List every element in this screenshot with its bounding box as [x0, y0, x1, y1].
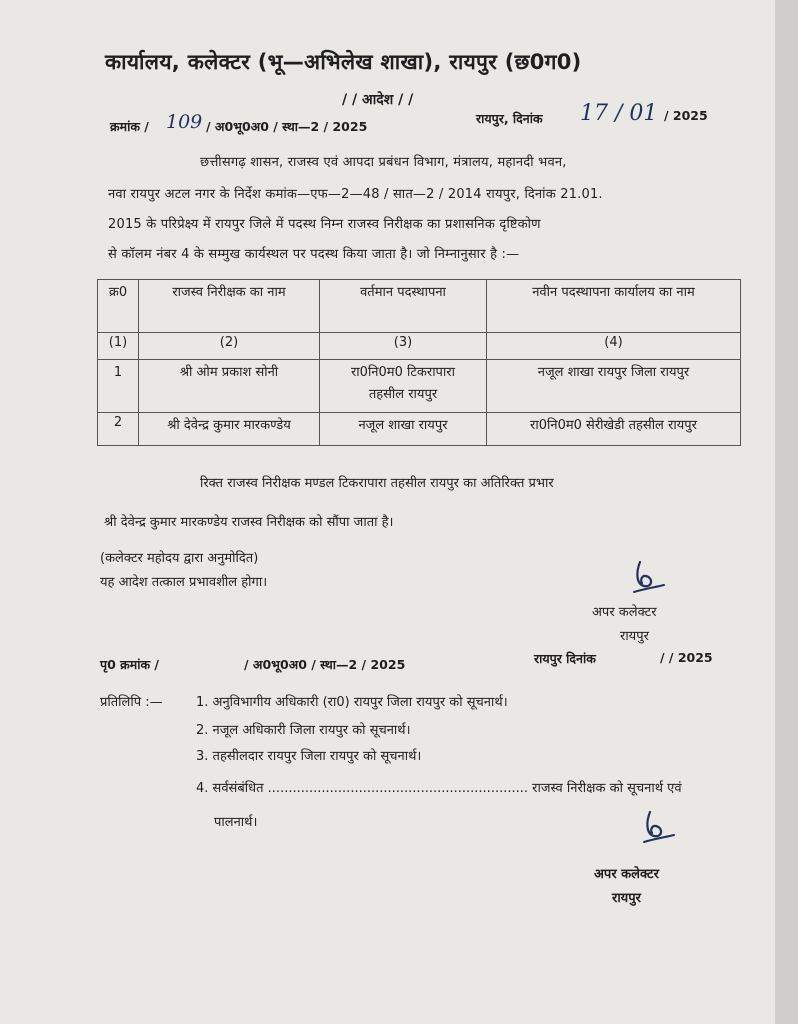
- cell-name: श्री ओम प्रकाश सोनी: [139, 360, 320, 413]
- copy-item-2: 2. नजूल अधिकारी जिला रायपुर को सूचनार्थ।: [196, 723, 411, 738]
- endorsement-date-prefix: रायपुर दिनांक: [534, 651, 596, 666]
- kramank-handwritten-number: 109: [166, 111, 203, 133]
- cell-name: श्री देवेन्द्र कुमार मारकण्डेय: [139, 413, 320, 446]
- copy-item-1: 1. अनुविभागीय अधिकारी (रा0) रायपुर जिला रायपुर को सूचनार्थ।: [196, 695, 508, 710]
- colnum-1: (1): [98, 333, 139, 360]
- body-line-1: छत्तीसगढ़ शासन, राजस्व एवं आपदा प्रबंधन विभाग, मंत्रालय, महानदी भवन,: [200, 155, 567, 170]
- signature-2-place: रायपुर: [612, 891, 641, 906]
- colnum-3: (3): [320, 333, 487, 360]
- document-title: कार्यालय, कलेक्टर (भू—अभिलेख शाखा), रायपुर (छ0ग0): [105, 50, 582, 74]
- cell-current: नजूल शाखा रायपुर: [320, 413, 487, 446]
- cell-new: नजूल शाखा रायपुर जिला रायपुर: [487, 360, 741, 413]
- copy-item-4-continued: पालनार्थ।: [214, 815, 258, 830]
- kramank-suffix: / अ0भू0अ0 / स्था—2 / 2025: [206, 119, 368, 134]
- table-row: [98, 360, 741, 413]
- signature-scribble-icon: [640, 808, 676, 844]
- signature-1-designation: अपर कलेक्टर: [592, 605, 657, 620]
- table-row: [98, 413, 741, 446]
- vacancy-line-1: रिक्त राजस्व निरीक्षक मण्डल टिकरापारा तहसील रायपुर का अतिरिक्त प्रभार: [200, 476, 554, 491]
- signature-2-designation: अपर कलेक्टर: [594, 867, 659, 882]
- cell-sno: 1: [98, 360, 139, 413]
- signature-scribble-icon: [630, 558, 666, 594]
- copy-item-3: 3. तहसीलदार रायपुर जिला रायपुर को सूचनार्थ।: [196, 749, 422, 764]
- table-header-row: [98, 280, 741, 333]
- colnum-4: (4): [487, 333, 741, 360]
- body-line-2: नवा रायपुर अटल नगर के निर्देश कमांक—एफ—2—48 / सात—2 / 2014 रायपुर, दिनांक 21.01.: [108, 187, 603, 202]
- date-handwritten: 17 / 01: [580, 101, 658, 126]
- cell-new: रा0नि0म0 सेरीखेडी तहसील रायपुर: [487, 413, 741, 446]
- endorsement-date-suffix: / / 2025: [660, 650, 713, 665]
- date-suffix: / 2025: [664, 108, 708, 123]
- colnum-2: (2): [139, 333, 320, 360]
- kramank-prefix: क्रमांक /: [110, 119, 149, 134]
- table-colnum-row: [98, 333, 741, 360]
- copy-label: प्रतिलिपि :—: [100, 695, 163, 710]
- posting-table: [97, 279, 741, 446]
- cell-sno: 2: [98, 413, 139, 446]
- cell-current-line2: तहसील रायपुर: [368, 387, 438, 402]
- endorsement-kramank-prefix: पृ0 क्रमांक /: [100, 657, 159, 672]
- date-prefix: रायपुर, दिनांक: [476, 111, 543, 126]
- signature-1-place: रायपुर: [620, 629, 649, 644]
- cell-current: [320, 360, 487, 413]
- approval-note: (कलेक्टर महोदय द्वारा अनुमोदित): [100, 551, 259, 566]
- signature-mark-1: [630, 558, 666, 594]
- order-label: / / आदेश / /: [342, 92, 414, 108]
- header-name: राजस्व निरीक्षक का नाम: [139, 280, 320, 333]
- header-new: नवीन पदस्थापना कार्यालय का नाम: [487, 280, 741, 333]
- cell-current-line1: रा0नि0म0 टिकरापारा: [350, 365, 455, 380]
- header-current: वर्तमान पदस्थापना: [320, 280, 487, 333]
- body-line-3: 2015 के परिप्रेक्ष्य में रायपुर जिले में पदस्थ निम्न राजस्व निरीक्षक का प्रशासनिक दृष्टिकोण: [108, 217, 541, 232]
- copy-item-4: 4. सर्वसंबंधित ............................................................... राजस्व निरीक्षक को सूचनार्थ एवं: [196, 781, 682, 796]
- effect-note: यह आदेश तत्काल प्रभावशील होगा।: [100, 575, 268, 590]
- body-line-4: से कॉलम नंबर 4 के सम्मुख कार्यस्थल पर पदस्थ किया जाता है। जो निम्नानुसार है :—: [108, 247, 520, 262]
- vacancy-line-2: श्री देवेन्द्र कुमार मारकण्डेय राजस्व निरीक्षक को सौंपा जाता है।: [104, 515, 394, 530]
- page-edge-shadow: [775, 0, 798, 1024]
- signature-mark-2: [640, 808, 676, 844]
- header-sno: क्र0: [98, 280, 139, 333]
- endorsement-kramank-suffix: / अ0भू0अ0 / स्था—2 / 2025: [244, 657, 406, 672]
